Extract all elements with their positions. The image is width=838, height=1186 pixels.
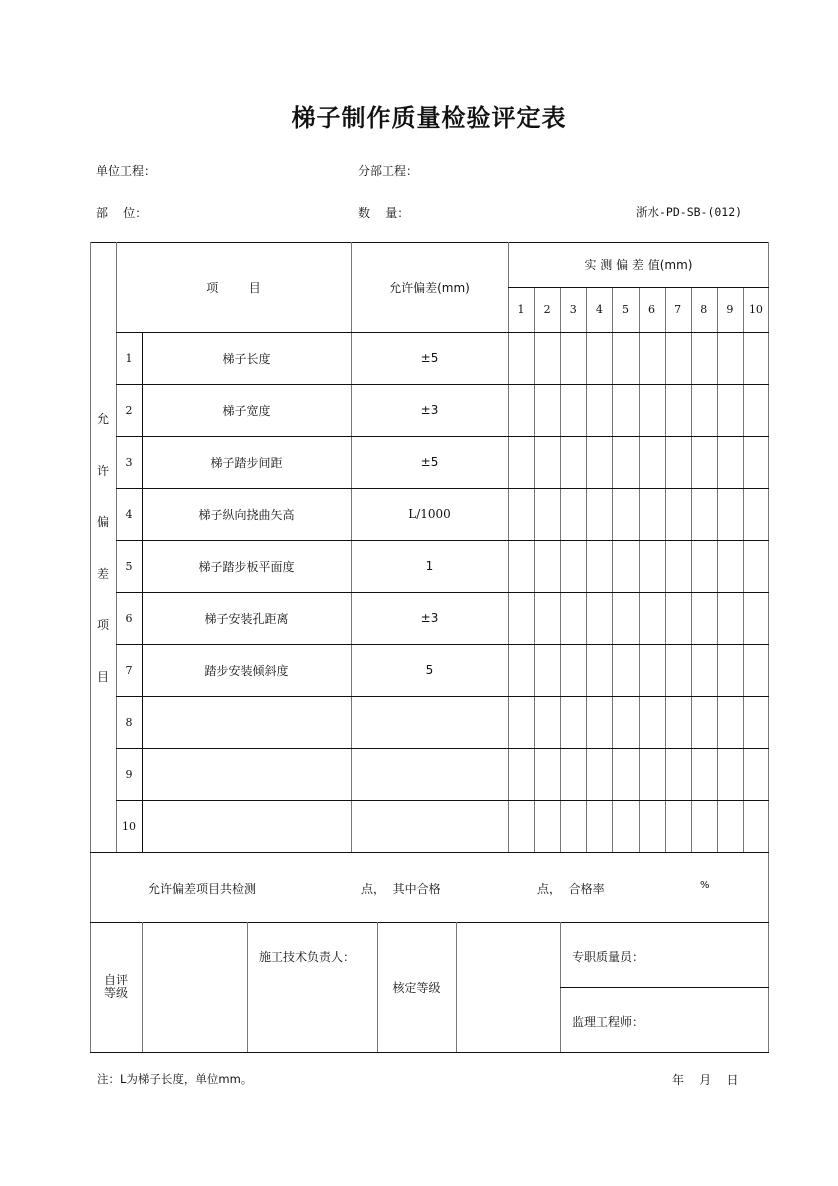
measured-value-cell[interactable] [535, 801, 559, 851]
row-number: 1 [125, 351, 133, 365]
sub-project-label: 分部工程： [358, 164, 419, 178]
measured-value-cell[interactable] [509, 333, 533, 383]
measured-value-cell[interactable] [640, 801, 664, 851]
measured-value-cell[interactable] [718, 593, 742, 643]
measured-value-cell[interactable] [613, 593, 637, 643]
measured-value-cell[interactable] [587, 333, 611, 383]
self-grade-value[interactable] [143, 923, 246, 1051]
construction-lead-label: 施工技术负责人： [259, 950, 356, 964]
measured-value-cell[interactable] [640, 541, 664, 591]
measured-value-cell[interactable] [718, 385, 742, 435]
self-grade-line1: 自评 [103, 973, 128, 987]
measured-value-cell[interactable] [640, 749, 664, 799]
measured-value-cell[interactable] [587, 749, 611, 799]
measure-col-header: 3 [569, 303, 577, 316]
row-number: 8 [125, 715, 133, 729]
row-number: 10 [122, 819, 136, 833]
measured-value-cell[interactable] [613, 489, 637, 539]
measured-value-cell[interactable] [692, 385, 716, 435]
measured-value-cell[interactable] [744, 645, 768, 695]
measured-value-cell[interactable] [535, 697, 559, 747]
measured-value-cell[interactable] [666, 333, 690, 383]
measured-value-cell[interactable] [535, 333, 559, 383]
col-header-item: 项 目 [206, 280, 261, 295]
grid-line [90, 852, 769, 853]
measured-value-cell[interactable] [613, 541, 637, 591]
measured-value-cell[interactable] [718, 437, 742, 487]
row-tolerance: 5 [425, 663, 434, 677]
measured-value-cell[interactable] [666, 645, 690, 695]
measured-value-cell[interactable] [692, 697, 716, 747]
measured-value-cell[interactable] [744, 593, 768, 643]
measured-value-cell[interactable] [613, 749, 637, 799]
measured-value-cell[interactable] [613, 697, 637, 747]
row-item: 梯子宽度 [222, 403, 271, 418]
measured-value-cell[interactable] [535, 593, 559, 643]
side-label-char: 差 [96, 567, 109, 581]
row-item: 梯子踏步间距 [210, 455, 283, 470]
measured-value-cell[interactable] [666, 541, 690, 591]
grid-line [560, 987, 769, 988]
measured-value-cell[interactable] [718, 801, 742, 851]
measure-col-header: 7 [674, 303, 682, 316]
footer-note: 注：L为梯子长度，单位mm。 [97, 1072, 253, 1086]
measure-col-header: 6 [648, 303, 656, 316]
row-tolerance [351, 800, 508, 852]
quantity-label: 数 量： [358, 206, 410, 220]
side-label-char: 许 [96, 464, 109, 478]
measured-value-cell[interactable] [666, 489, 690, 539]
verified-grade-value[interactable] [457, 923, 559, 1051]
supervisor-label: 监理工程师： [572, 1015, 645, 1029]
measured-value-cell[interactable] [744, 489, 768, 539]
row-item: 踏步安装倾斜度 [204, 663, 289, 678]
row-number: 5 [125, 559, 133, 573]
measured-value-cell[interactable] [587, 593, 611, 643]
side-label-char: 允 [96, 412, 109, 426]
row-item [142, 696, 351, 748]
measured-value-cell[interactable] [561, 437, 585, 487]
summary-passed-label: 点， 其中合格 [361, 882, 441, 896]
measured-value-cell[interactable] [666, 749, 690, 799]
footer-date: 年 月 日 [672, 1073, 739, 1087]
measured-value-cell[interactable] [561, 489, 585, 539]
side-label-char: 目 [96, 670, 109, 684]
row-item: 梯子安装孔距离 [204, 611, 289, 626]
measured-value-cell[interactable] [535, 437, 559, 487]
measured-value-cell[interactable] [666, 697, 690, 747]
row-tolerance: 1 [425, 559, 434, 573]
verified-grade-label: 核定等级 [392, 980, 441, 995]
row-tolerance: ±3 [420, 403, 439, 417]
row-number: 9 [125, 767, 133, 781]
row-number: 4 [125, 507, 133, 521]
row-tolerance [351, 696, 508, 748]
measured-value-cell[interactable] [509, 749, 533, 799]
measure-col-header: 2 [543, 303, 551, 316]
measured-value-cell[interactable] [692, 489, 716, 539]
measure-col-header: 8 [700, 303, 708, 316]
measured-value-cell[interactable] [587, 697, 611, 747]
measured-value-cell[interactable] [640, 385, 664, 435]
measured-value-cell[interactable] [509, 385, 533, 435]
row-number: 7 [125, 663, 133, 677]
measure-col-header: 10 [748, 303, 763, 316]
measure-col-header: 5 [621, 303, 629, 316]
measured-value-cell[interactable] [692, 749, 716, 799]
unit-project-label: 单位工程： [96, 164, 157, 178]
measured-value-cell[interactable] [692, 593, 716, 643]
measured-value-cell[interactable] [535, 541, 559, 591]
measured-value-cell[interactable] [718, 697, 742, 747]
measured-value-cell[interactable] [561, 645, 585, 695]
measured-value-cell[interactable] [561, 333, 585, 383]
measured-value-cell[interactable] [613, 437, 637, 487]
measured-value-cell[interactable] [718, 541, 742, 591]
measured-value-cell[interactable] [692, 541, 716, 591]
measured-value-cell[interactable] [640, 593, 664, 643]
measured-value-cell[interactable] [718, 749, 742, 799]
row-number: 3 [125, 455, 133, 469]
measured-value-cell[interactable] [744, 801, 768, 851]
measured-value-cell[interactable] [509, 437, 533, 487]
quality-inspector-label: 专职质量员： [572, 950, 645, 964]
measured-value-cell[interactable] [613, 645, 637, 695]
self-grade-label [90, 922, 142, 1052]
measured-value-cell[interactable] [535, 489, 559, 539]
row-tolerance: ±5 [420, 351, 439, 365]
measured-value-cell[interactable] [509, 541, 533, 591]
table-border-bottom [90, 1052, 769, 1053]
side-label-char: 偏 [96, 515, 109, 529]
measured-value-cell[interactable] [509, 593, 533, 643]
page-title: 梯子制作质量检验评定表 [291, 104, 567, 132]
measured-value-cell[interactable] [640, 333, 664, 383]
measured-value-cell[interactable] [561, 749, 585, 799]
measure-col-header: 1 [517, 303, 525, 316]
row-tolerance: L/1000 [408, 507, 451, 521]
row-item: 梯子踏步板平面度 [198, 559, 295, 574]
measure-col-header: 4 [595, 303, 603, 316]
col-header-tolerance: 允许偏差(mm) [389, 280, 470, 295]
measured-value-cell[interactable] [692, 333, 716, 383]
measured-value-cell[interactable] [718, 645, 742, 695]
measured-value-cell[interactable] [744, 385, 768, 435]
measured-value-cell[interactable] [718, 333, 742, 383]
measured-value-cell[interactable] [509, 801, 533, 851]
measured-value-cell[interactable] [535, 385, 559, 435]
measured-value-cell[interactable] [561, 385, 585, 435]
col-header-measured: 实 测 偏 差 值(mm) [584, 258, 693, 272]
measured-value-cell[interactable] [587, 385, 611, 435]
measured-value-cell[interactable] [509, 645, 533, 695]
measured-value-cell[interactable] [561, 801, 585, 851]
measured-value-cell[interactable] [640, 489, 664, 539]
measured-value-cell[interactable] [561, 541, 585, 591]
measured-value-cell[interactable] [587, 645, 611, 695]
row-item [142, 748, 351, 800]
row-number: 2 [125, 403, 133, 417]
measured-value-cell[interactable] [613, 333, 637, 383]
summary-rate-label: 点， 合格率 [537, 882, 605, 896]
measure-col-header: 9 [726, 303, 734, 316]
measured-value-cell[interactable] [561, 697, 585, 747]
measured-value-cell[interactable] [744, 437, 768, 487]
row-tolerance: ±5 [420, 455, 439, 469]
measured-value-cell[interactable] [666, 801, 690, 851]
measured-value-cell[interactable] [692, 801, 716, 851]
summary-total-label: 允许偏差项目共检测 [148, 882, 257, 896]
measured-value-cell[interactable] [535, 645, 559, 695]
measured-value-cell[interactable] [718, 489, 742, 539]
row-item [142, 800, 351, 852]
measured-value-cell[interactable] [666, 385, 690, 435]
measured-value-cell[interactable] [744, 749, 768, 799]
measured-value-cell[interactable] [613, 385, 637, 435]
measured-value-cell[interactable] [640, 697, 664, 747]
measured-value-cell[interactable] [535, 749, 559, 799]
row-item: 梯子长度 [222, 351, 271, 366]
summary-percent-sign: % [700, 880, 710, 891]
grid-line [247, 922, 248, 1052]
measured-value-cell[interactable] [744, 697, 768, 747]
measured-value-cell[interactable] [666, 437, 690, 487]
location-label: 部 位： [96, 206, 148, 220]
form-code: 浙水-PD-SB-(012) [636, 205, 743, 219]
row-item: 梯子纵向挠曲矢高 [198, 507, 295, 522]
row-number: 6 [125, 611, 133, 625]
measured-value-cell[interactable] [744, 541, 768, 591]
self-grade-line2: 等级 [103, 986, 128, 1000]
measured-value-cell[interactable] [509, 489, 533, 539]
measured-value-cell[interactable] [587, 489, 611, 539]
table-border-right [768, 242, 769, 1053]
row-tolerance [351, 748, 508, 800]
measured-value-cell[interactable] [587, 801, 611, 851]
measured-value-cell[interactable] [509, 697, 533, 747]
side-label-char: 项 [96, 618, 109, 632]
row-tolerance: ±3 [420, 611, 439, 625]
measured-value-cell[interactable] [587, 437, 611, 487]
measured-value-cell[interactable] [692, 645, 716, 695]
measured-value-cell[interactable] [561, 593, 585, 643]
measured-value-cell[interactable] [613, 801, 637, 851]
measured-value-cell[interactable] [640, 645, 664, 695]
measured-value-cell[interactable] [744, 333, 768, 383]
measured-value-cell[interactable] [666, 593, 690, 643]
measured-value-cell[interactable] [640, 437, 664, 487]
measured-value-cell[interactable] [587, 541, 611, 591]
measured-value-cell[interactable] [692, 437, 716, 487]
